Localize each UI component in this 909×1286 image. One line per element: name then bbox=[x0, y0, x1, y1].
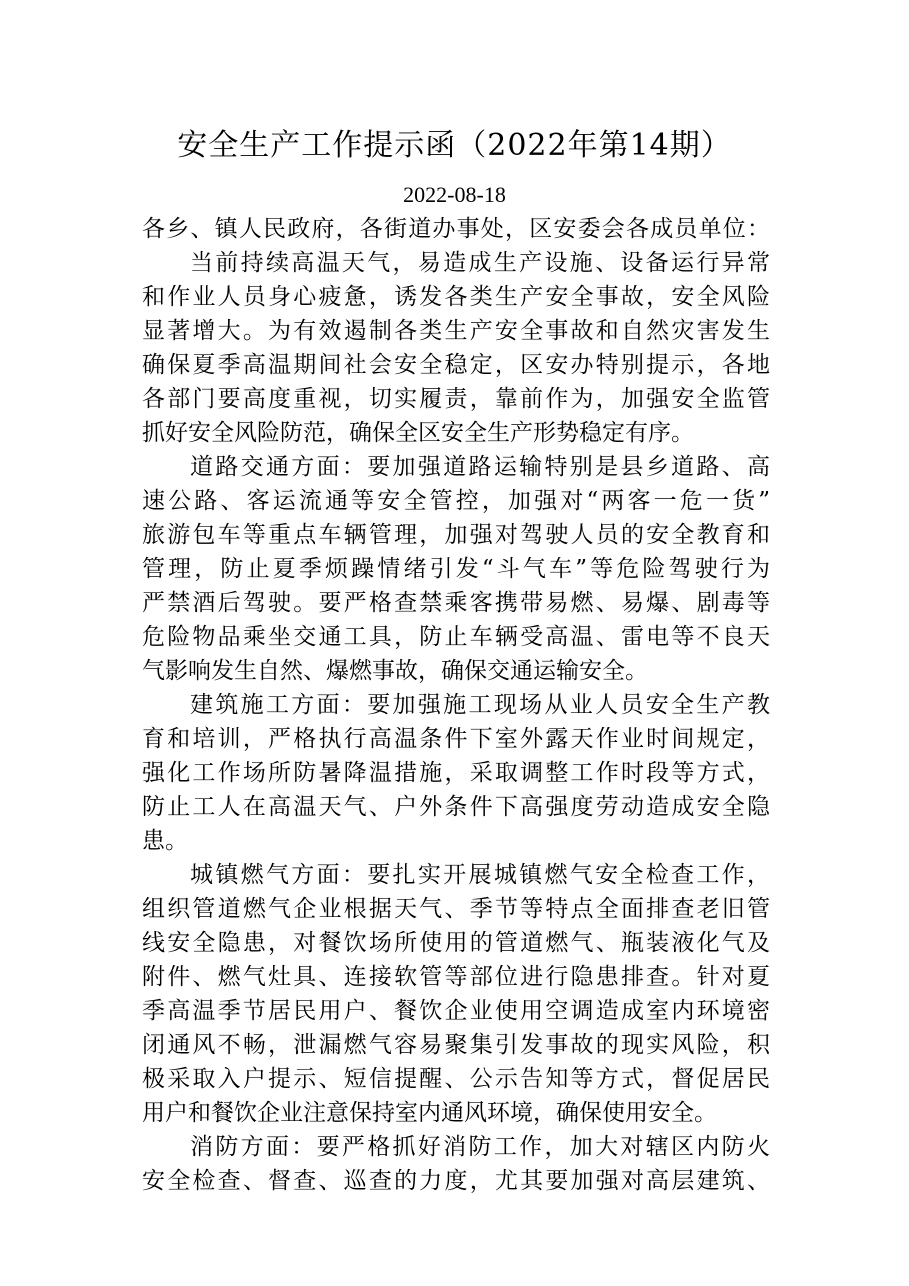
text-line: 线安全隐患，对餐饮场所使用的管道燃气、瓶装液化气及 bbox=[142, 930, 770, 956]
text-line: 消防方面：要严格抓好消防工作，加大对辖区内防火 bbox=[190, 1134, 770, 1160]
text-line: 各部门要高度重视，切实履责，靠前作为，加强安全监管 bbox=[142, 386, 770, 412]
text-line: 城镇燃气方面：要扎实开展城镇燃气安全检查工作， bbox=[190, 862, 770, 888]
text-line: 当前持续高温天气，易造成生产设施、设备运行异常 bbox=[190, 250, 770, 276]
document-body bbox=[142, 212, 770, 1198]
text-line: 闭通风不畅，泄漏燃气容易聚集引发事故的现实风险，积 bbox=[142, 1032, 770, 1058]
text-line: 防止工人在高温天气、户外条件下高强度劳动造成安全隐 bbox=[142, 794, 770, 820]
text-line: 抓好安全风险防范，确保全区安全生产形势稳定有序。 bbox=[142, 420, 694, 446]
text-line: 安全检查、督查、巡查的力度，尤其要加强对高层建筑、 bbox=[142, 1168, 770, 1194]
text-line: 危险物品乘坐交通工具，防止车辆受高温、雷电等不良天 bbox=[142, 624, 770, 650]
text-line: 患。 bbox=[142, 828, 188, 854]
text-line: 季高温季节居民用户、餐饮企业使用空调造成室内环境密 bbox=[142, 998, 770, 1024]
text-line: 管理，防止夏季烦躁情绪引发“斗气车”等危险驾驶行为 bbox=[142, 556, 770, 582]
text-line: 严禁酒后驾驶。要严格查禁乘客携带易燃、易爆、剧毒等 bbox=[142, 590, 770, 616]
text-line: 育和培训，严格执行高温条件下室外露天作业时间规定， bbox=[142, 726, 770, 752]
text-line: 气影响发生自然、爆燃事故，确保交通运输安全。 bbox=[142, 658, 648, 684]
text-line: 强化工作场所防暑降温措施，采取调整工作时段等方式， bbox=[142, 760, 770, 786]
document-date: 2022-08-18 bbox=[403, 182, 506, 207]
text-line: 和作业人员身心疲惫，诱发各类生产安全事故，安全风险 bbox=[142, 284, 770, 310]
text-line: 旅游包车等重点车辆管理，加强对驾驶人员的安全教育和 bbox=[142, 522, 770, 548]
text-line: 组织管道燃气企业根据天气、季节等特点全面排查老旧管 bbox=[142, 896, 770, 922]
text-line: 建筑施工方面：要加强施工现场从业人员安全生产教 bbox=[190, 692, 770, 718]
text-line: 道路交通方面：要加强道路运输特别是县乡道路、高 bbox=[190, 454, 770, 480]
text-line: 各乡、镇人民政府，各街道办事处，区安委会各成员单位： bbox=[142, 216, 770, 242]
text-line: 用户和餐饮企业注意保持室内通风环境，确保使用安全。 bbox=[142, 1100, 717, 1126]
text-line: 速公路、客运流通等安全管控，加强对“两客一危一货” bbox=[142, 488, 770, 514]
text-line: 确保夏季高温期间社会安全稳定，区安办特别提示，各地 bbox=[142, 352, 770, 378]
text-line: 极采取入户提示、短信提醒、公示告知等方式，督促居民 bbox=[142, 1066, 770, 1092]
document-title: 安全生产工作提示函（2022年第14期） bbox=[177, 128, 732, 163]
text-line: 显著增大。为有效遏制各类生产安全事故和自然灾害发生 bbox=[142, 318, 770, 344]
text-line: 附件、燃气灶具、连接软管等部位进行隐患排查。针对夏 bbox=[142, 964, 770, 990]
